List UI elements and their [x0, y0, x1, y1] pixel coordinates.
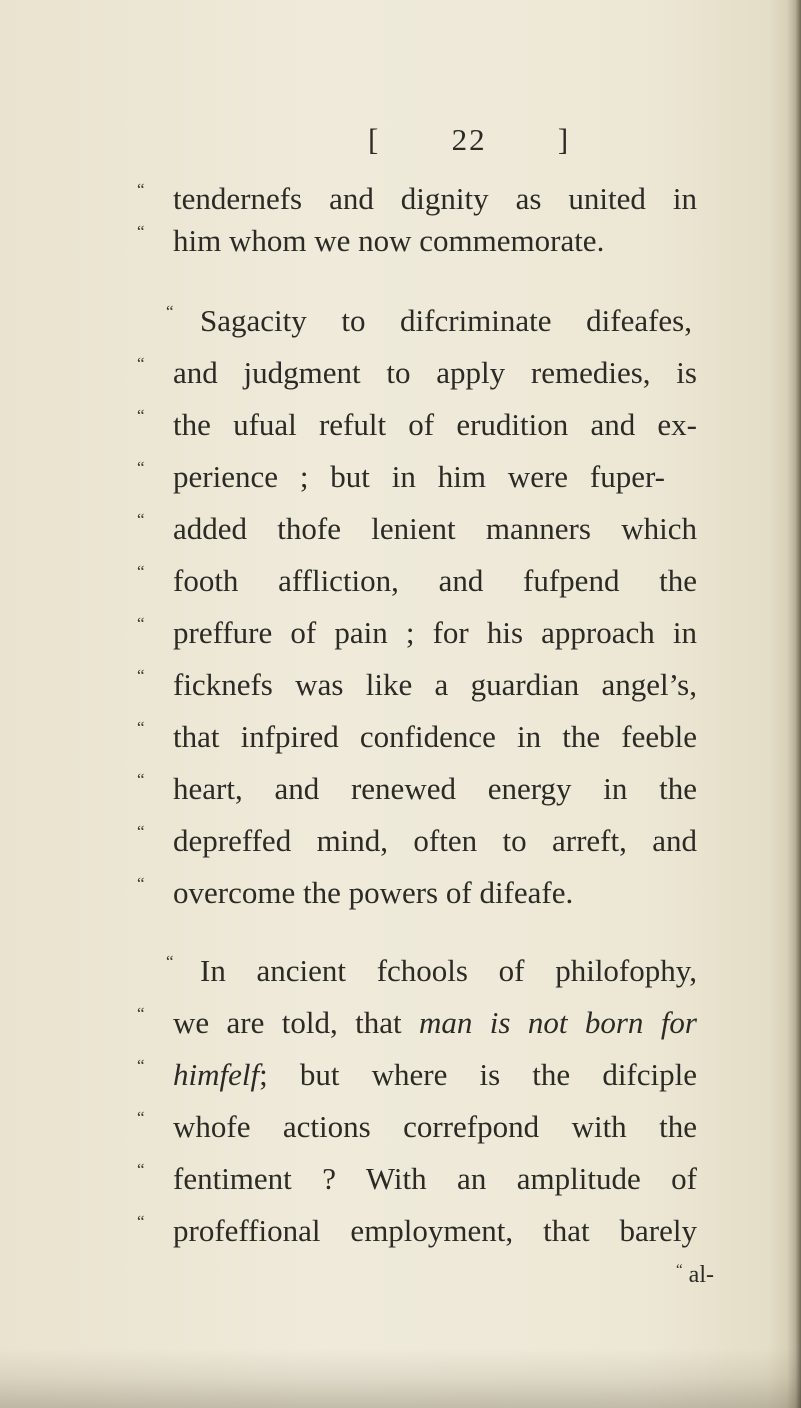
page-number-header: [ 22 ] [368, 122, 571, 157]
line-text: fentiment ? With an amplitude of [173, 1161, 697, 1196]
line-text: whofe actions correfpond with the [173, 1109, 697, 1144]
text-line-15 [166, 950, 697, 992]
quote-mark: “ [137, 1160, 145, 1179]
text-line-14 [137, 872, 697, 914]
quote-mark: “ [137, 1056, 145, 1075]
text-line-10 [137, 664, 697, 706]
line-text [173, 1054, 697, 1096]
page-bottom-shadow [0, 1348, 801, 1408]
quote-mark: “ [137, 510, 145, 529]
line-text-italic: himfelf [173, 1057, 260, 1092]
text-line-7 [137, 508, 697, 550]
line-text: ficknefs was like a guardian angel’s, [173, 667, 697, 702]
quote-mark: “ [137, 770, 145, 789]
text-line-19 [137, 1158, 697, 1200]
text-line-3 [166, 300, 692, 342]
text-line-9 [137, 612, 697, 654]
line-text: added thofe lenient manners which [173, 511, 697, 546]
quote-mark: “ [137, 562, 145, 581]
quote-mark: “ [166, 952, 174, 971]
line-text-roman-after: ; but where is the difciple [259, 1057, 697, 1092]
line-text: depreffed mind, often to arreft, and [173, 823, 697, 858]
quote-mark: “ [137, 1212, 145, 1231]
text-line-18 [137, 1106, 697, 1148]
quote-mark: “ [137, 222, 145, 241]
line-text [173, 1002, 697, 1044]
quote-mark: “ [137, 614, 145, 633]
quote-mark: “ [137, 666, 145, 685]
text-line-1 [137, 178, 697, 220]
line-text: heart, and renewed energy in the [173, 771, 697, 806]
page-gutter-shadow [787, 0, 801, 1408]
text-line-8 [137, 560, 697, 602]
quote-mark: “ [137, 718, 145, 737]
catchword-text: al- [688, 1262, 714, 1288]
line-text-roman: we are told, that [173, 1005, 420, 1040]
text-line-12 [137, 768, 697, 810]
quote-mark: “ [137, 458, 145, 477]
quote-mark: “ [137, 1004, 145, 1023]
line-text: In ancient fchools of philofophy, [200, 953, 697, 988]
text-line-11 [137, 716, 697, 758]
text-line-5 [137, 404, 697, 446]
line-text: profeffional employment, that barely [173, 1213, 697, 1248]
text-line-6 [137, 456, 697, 498]
text-line-13 [137, 820, 697, 862]
line-text-italic: man is not born for [419, 1005, 697, 1040]
line-text: that infpired confidence in the feeble [173, 719, 697, 754]
text-line-4 [137, 352, 697, 394]
line-text: Sagacity to difcriminate difeafes, [200, 303, 692, 338]
quote-mark: “ [137, 180, 145, 199]
line-text: overcome the powers of difeafe. [173, 875, 574, 910]
text-line-2 [137, 220, 697, 262]
text-line-17 [137, 1054, 697, 1096]
catchword [676, 1262, 714, 1289]
line-text: him whom we now commemorate. [173, 223, 605, 258]
text-line-16 [137, 1002, 697, 1044]
quote-mark: “ [137, 822, 145, 841]
quote-mark: “ [137, 1108, 145, 1127]
line-text: and judgment to apply remedies, is [173, 355, 697, 390]
line-text: tendernefs and dignity as united in [173, 181, 697, 216]
line-text: preffure of pain ; for his approach in [173, 615, 697, 650]
line-text: perience ; but in him were fuper- [173, 459, 665, 494]
quote-mark: “ [676, 1262, 683, 1278]
line-text: the ufual refult of erudition and ex- [173, 407, 697, 442]
quote-mark: “ [137, 354, 145, 373]
quote-mark: “ [166, 302, 174, 321]
quote-mark: “ [137, 406, 145, 425]
quote-mark: “ [137, 874, 145, 893]
text-line-20 [137, 1210, 697, 1252]
line-text: footh affliction, and fufpend the [173, 563, 697, 598]
